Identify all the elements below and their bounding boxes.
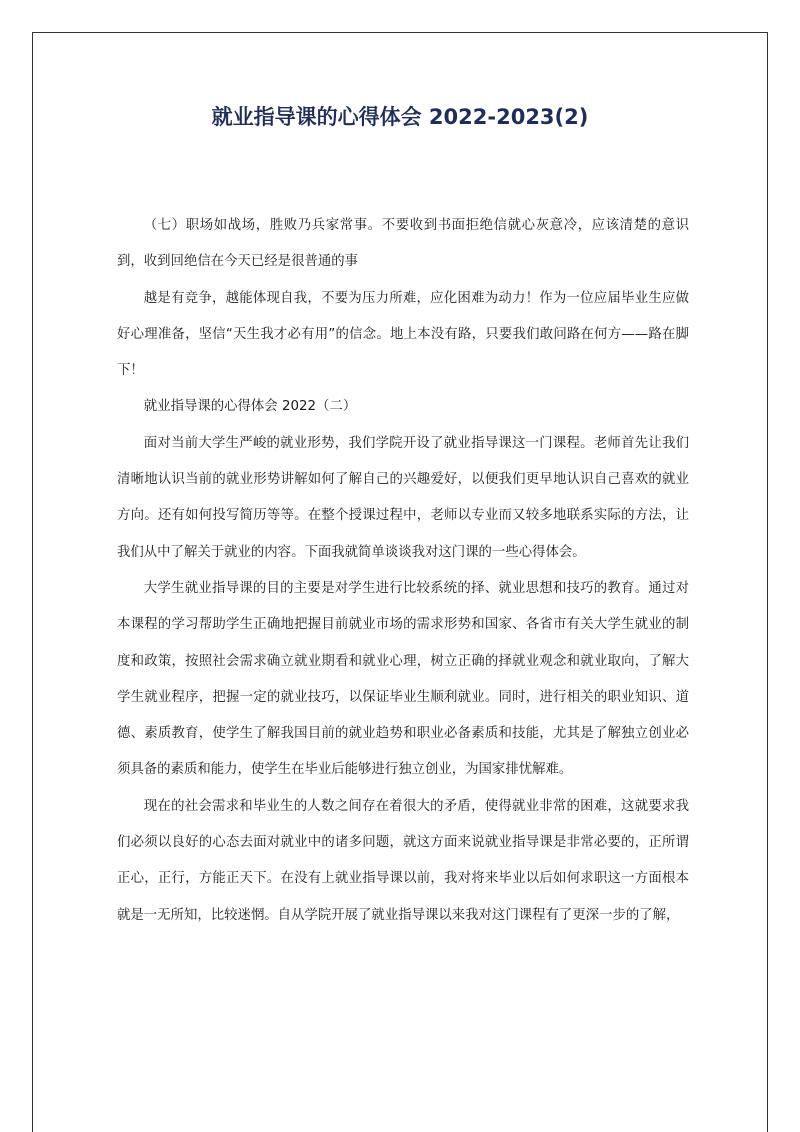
document-title: 就业指导课的心得体会 2022-2023(2) (211, 105, 589, 129)
section-heading: 就业指导课的心得体会 2022（二） (143, 399, 357, 415)
paragraph-competition: 越是有竞争，越能体现自我，不要为压力所难，应化困难为动力！作为一位应届毕业生应做好心理准备，坚信“天生我才必有用”的信念。地上本没有路，只要我们敢问路在何方——路在脚下！ (117, 290, 689, 379)
paragraph-social-demand: 现在的社会需求和毕业生的人数之间存在着很大的矛盾，使得就业非常的困难，这就要求我们必须以良好的心态去面对就业中的诸多问题，就这方面来说就业指导课是非常必要的，正所谓正心，正行，方能正天下。在没有上就业指导课以前，我对将来毕业以后如何求职这一方面根本就是一无所知，比较迷惘。自从学院开展了就业指导课以来我对这门课程有了更深一步的了解， (117, 798, 689, 923)
document-body (117, 208, 689, 934)
paragraph-course-intro: 面对当前大学生严峻的就业形势，我们学院开设了就业指导课这一门课程。老师首先让我们清晰地认识当前的就业形势讲解如何了解自己的兴趣爱好，以便我们更早地认识自己喜欢的就业方向。还有如何投写简历等等。在整个授课过程中，老师以专业而又较多地联系实际的方法，让我们从中了解关于就业的内容。下面我就简单谈谈我对这门课的一些心得体会。 (117, 435, 689, 560)
paragraph-course-purpose: 大学生就业指导课的目的主要是对学生进行比较系统的择、就业思想和技巧的教育。通过对本课程的学习帮助学生正确地把握目前就业市场的需求形势和国家、各省市有关大学生就业的制度和政策，按照社会需求确立就业期看和就业心理，树立正确的择就业观念和就业取向，了解大学生就业程序，把握一定的就业技巧，以保证毕业生顺利就业。同时，进行相关的职业知识、道德、素质教育，使学生了解我国目前的就业趋势和职业必备素质和技能，尤其是了解独立创业必须具备的素质和能力，使学生在毕业后能够进行独立创业，为国家排忧解难。 (117, 580, 689, 778)
paragraph-career-battlefield: （七）职场如战场，胜败乃兵家常事。不要收到书面拒绝信就心灰意冷，应该清楚的意识到，收到回绝信在今天已经是很普通的事 (117, 218, 689, 270)
